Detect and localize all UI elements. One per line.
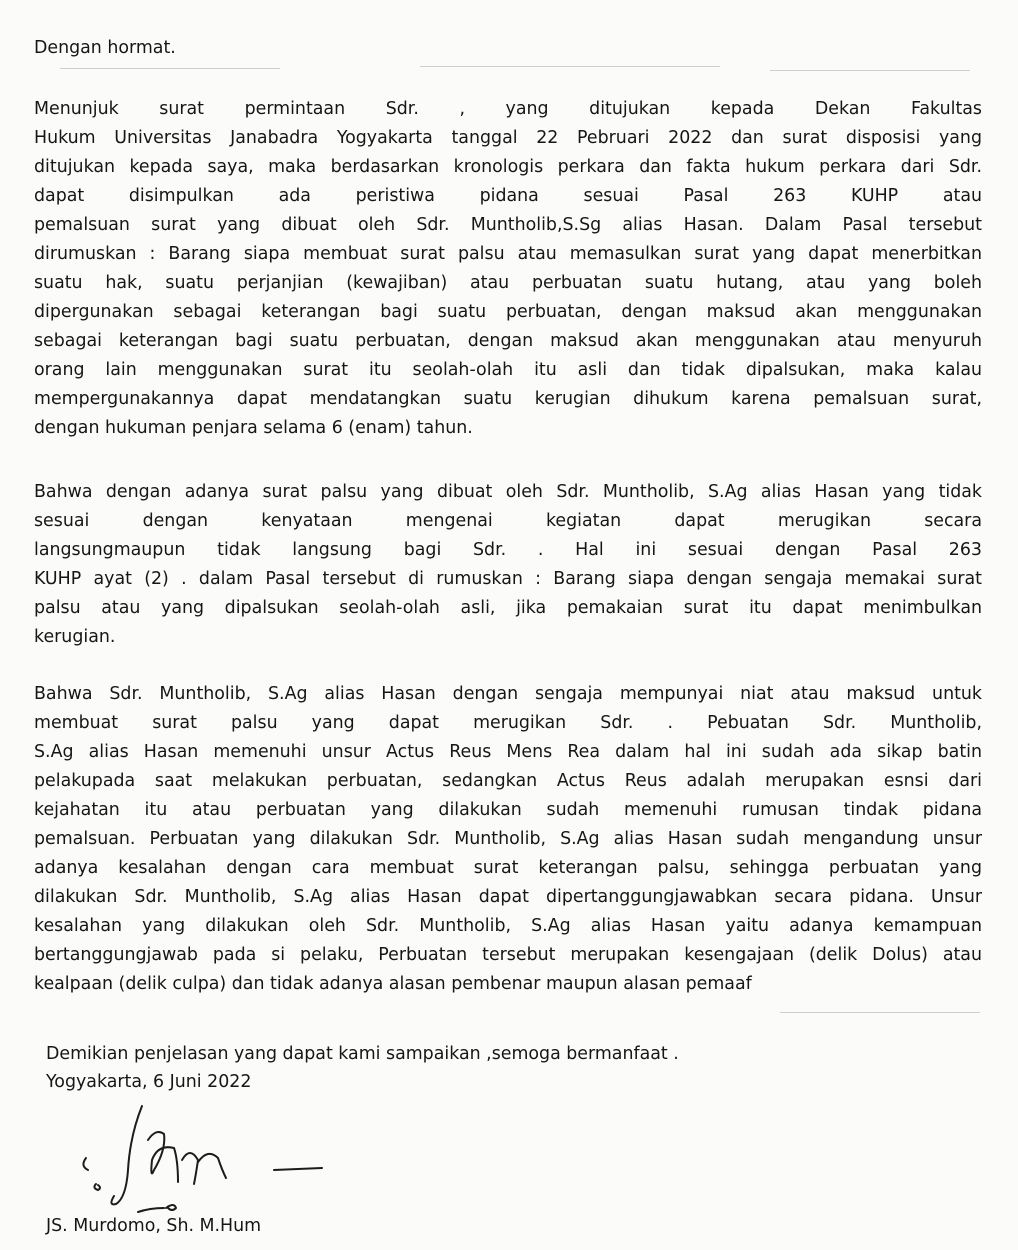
para1-line: pemalsuan surat yang dibuat oleh Sdr. Muntholib,S.Sg alias Hasan. Dalam Pasal tersebut [34,215,982,235]
para3-line: kesalahan yang dilakukan oleh Sdr. Muntholib, S.Ag alias Hasan yaitu adanya kemampuan [34,916,982,936]
para2-line: palsu atau yang dipalsukan seolah-olah asli, jika pemakaian surat itu dapat menimbulkan [34,598,982,618]
place-and-date: Yogyakarta, 6 Juni 2022 [46,1072,252,1092]
para2-line: sesuai dengan kenyataan mengenai kegiatan dapat merugikan secara [34,511,982,531]
para3-line: kealpaan (delik culpa) dan tidak adanya alasan pembenar maupun alasan pemaaf [34,974,752,994]
para2-line: kerugian. [34,627,116,647]
para2-line: langsungmaupun tidak langsung bagi Sdr. . Hal ini sesuai dengan Pasal 263 [34,540,982,560]
para2-line: KUHP ayat (2) . dalam Pasal tersebut di rumuskan : Barang siapa dengan sengaja memakai surat [34,569,982,589]
para2-line: Bahwa dengan adanya surat palsu yang dibuat oleh Sdr. Muntholib, S.Ag alias Hasan yang tidak [34,482,982,502]
scan-artifact-rule [420,66,720,67]
scan-artifact-rule [770,70,970,71]
scan-artifact-rule [780,1012,980,1013]
para3-line: pemalsuan. Perbuatan yang dilakukan Sdr. Muntholib, S.Ag alias Hasan sudah mengandung unsur [34,829,982,849]
para1-line: mempergunakannya dapat mendatangkan suatu kerugian dihukum karena pemalsuan surat, [34,389,982,409]
para1-line: dengan hukuman penjara selama 6 (enam) tahun. [34,418,473,438]
para1-line: ditujukan kepada saya, maka berdasarkan kronologis perkara dan fakta hukum perkara dari Sdr. [34,157,982,177]
para3-line: kejahatan itu atau perbuatan yang dilakukan sudah memenuhi rumusan tindak pidana [34,800,982,820]
para3-line: bertanggungjawab pada si pelaku, Perbuatan tersebut merupakan kesengajaan (delik Dolus) atau [34,945,982,965]
para1-line: Hukum Universitas Janabadra Yogyakarta tanggal 22 Pebruari 2022 dan surat disposisi yang [34,128,982,148]
para1-line: dipergunakan sebagai keterangan bagi suatu perbuatan, dengan maksud akan menggunakan [34,302,982,322]
para1-line: sebagai keterangan bagi suatu perbuatan, dengan maksud akan menggunakan atau menyuruh [34,331,982,351]
para1-line: suatu hak, suatu perjanjian (kewajiban) atau perbuatan suatu hutang, atau yang boleh [34,273,982,293]
para3-line: adanya kesalahan dengan cara membuat surat keterangan palsu, sehingga perbuatan yang [34,858,982,878]
para3-line: membuat surat palsu yang dapat merugikan Sdr. . Pebuatan Sdr. Muntholib, [34,713,982,733]
para1-line: orang lain menggunakan surat itu seolah-olah itu asli dan tidak dipalsukan, maka kalau [34,360,982,380]
handwritten-signature [78,1100,338,1218]
para3-line: dilakukan Sdr. Muntholib, S.Ag alias Hasan dapat dipertanggungjawabkan secara pidana. Unsur [34,887,982,907]
para3-line: S.Ag alias Hasan memenuhi unsur Actus Reus Mens Rea dalam hal ini sudah ada sikap batin [34,742,982,762]
closing-sentence: Demikian penjelasan yang dapat kami sampaikan ,semoga bermanfaat . [46,1044,679,1064]
scan-artifact-rule [60,68,280,69]
signatory-name: JS. Murdomo, Sh. M.Hum [46,1216,262,1236]
para3-line: Bahwa Sdr. Muntholib, S.Ag alias Hasan dengan sengaja mempunyai niat atau maksud untuk [34,684,982,704]
para3-line: pelakupada saat melakukan perbuatan, sedangkan Actus Reus adalah merupakan esnsi dari [34,771,982,791]
para1-line: dirumuskan : Barang siapa membuat surat palsu atau memasulkan surat yang dapat menerbitkan [34,244,982,264]
para1-line: Menunjuk surat permintaan Sdr. , yang ditujukan kepada Dekan Fakultas [34,99,982,119]
salutation: Dengan hormat. [34,38,176,58]
para1-line: dapat disimpulkan ada peristiwa pidana sesuai Pasal 263 KUHP atau [34,186,982,206]
